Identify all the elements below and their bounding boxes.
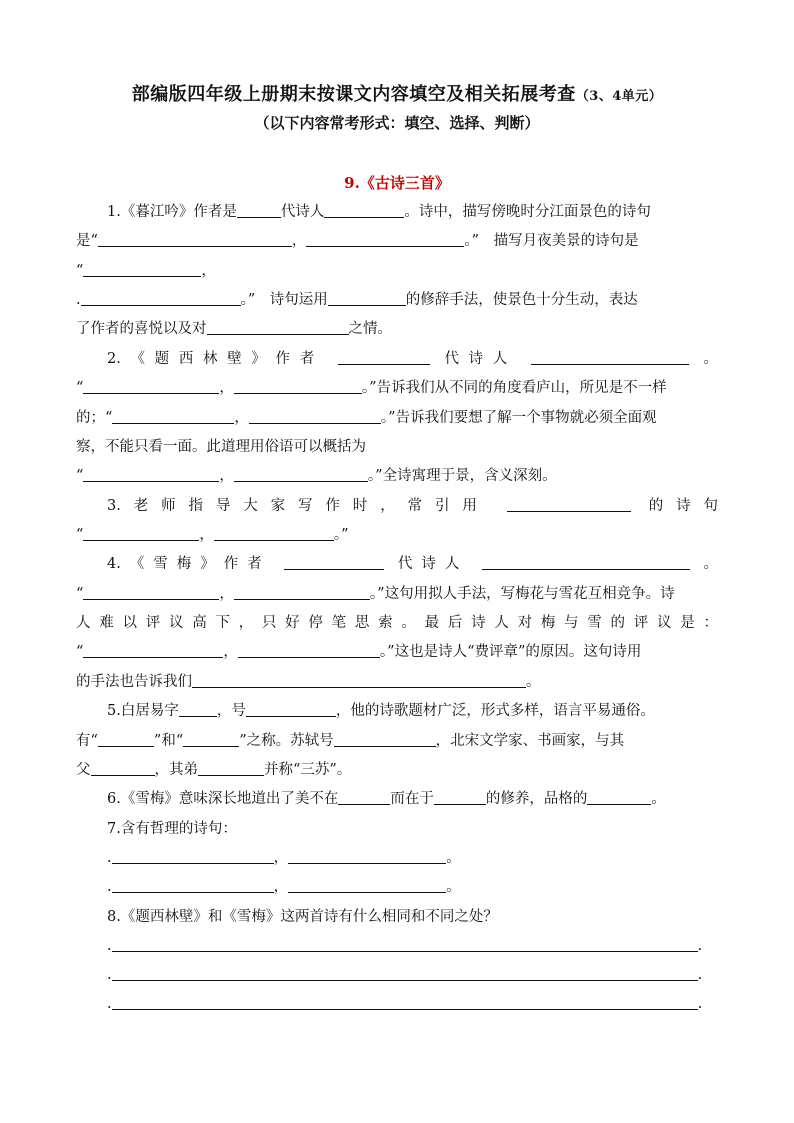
- text-segment: .: [76, 292, 81, 308]
- blank[interactable]: [112, 408, 234, 424]
- text-segment: 人难以评议高下，只好停笔思索。最后诗人对梅与雪的评议是：: [76, 615, 718, 631]
- text-segment: ，他的诗歌题材广泛，形式多样，语言平易通俗。: [335, 703, 655, 719]
- text-segment: .: [697, 967, 703, 983]
- text-segment: 。: [526, 674, 541, 690]
- blank[interactable]: [112, 848, 274, 864]
- text-segment: .: [107, 938, 112, 954]
- text-segment: 代诗人: [444, 351, 517, 367]
- text-segment: 7.含有哲理的诗句：: [107, 821, 237, 837]
- text-segment: 并称“三苏”。: [264, 762, 352, 778]
- q5-line-1: [107, 701, 718, 721]
- text-segment: 的手法也告诉我们: [76, 674, 192, 690]
- text-segment: ，: [199, 527, 214, 543]
- page-subtitle: （以下内容常考形式：填空、选择、判断）: [254, 114, 540, 132]
- text-segment: 。: [446, 879, 461, 895]
- text-segment: 。: [703, 351, 718, 367]
- q8-heading: [107, 907, 718, 927]
- text-segment: ”和“: [153, 733, 184, 749]
- page-title: [0, 80, 794, 106]
- title-suffix: （3、4单元）: [575, 89, 663, 104]
- text-segment: “: [76, 586, 84, 602]
- q2-line-3: [76, 408, 718, 428]
- text-segment: 。”全诗寓理于景，含义深刻。: [367, 468, 557, 484]
- blank[interactable]: [91, 760, 155, 776]
- text-segment: 。” 描写月夜美景的诗句是: [464, 233, 639, 249]
- lesson-heading: 9.《古诗三首》: [344, 174, 450, 192]
- q6-line-1: [107, 789, 718, 809]
- blank[interactable]: [334, 731, 436, 747]
- q8-line-2: [107, 965, 718, 985]
- text-segment: ，: [219, 468, 234, 484]
- blank[interactable]: [83, 261, 201, 277]
- text-segment: 8.《题西林壁》和《雪梅》这两首诗有什么相同和不同之处？: [107, 909, 498, 925]
- q1-line-3: [76, 261, 718, 281]
- blank[interactable]: [288, 848, 446, 864]
- q5-line-3: [76, 760, 718, 780]
- blank[interactable]: [328, 290, 406, 306]
- text-segment: 。”告诉我们从不同的角度看庐山，所见是不一样: [361, 380, 667, 396]
- blank[interactable]: [83, 642, 223, 658]
- text-segment: 是“: [76, 233, 98, 249]
- blank[interactable]: [234, 378, 362, 394]
- blank[interactable]: [183, 731, 239, 747]
- text-segment: 。”这也是诗人“费评章”的原因。这句诗用: [379, 644, 642, 660]
- blank[interactable]: [238, 642, 380, 658]
- text-segment: 。诗中，描写傍晚时分江面景色的诗句: [404, 204, 651, 220]
- text-segment: ，北宋文学家、书画家，与其: [435, 733, 625, 749]
- text-segment: 6.《雪梅》意味深长地道出了美不在: [107, 791, 339, 807]
- text-segment: 之情。: [348, 321, 392, 337]
- blank[interactable]: [234, 584, 370, 600]
- blank[interactable]: [306, 231, 464, 247]
- text-segment: .: [697, 996, 703, 1012]
- blank[interactable]: [284, 554, 384, 570]
- q4-line-5: [76, 672, 718, 692]
- q7-line-2: [107, 877, 718, 897]
- text-segment: 。”: [333, 527, 349, 543]
- text-segment: ，: [223, 644, 238, 660]
- blank[interactable]: [198, 760, 264, 776]
- text-segment: 4.《雪梅》作者: [107, 556, 271, 572]
- text-segment: 5.白居易字: [107, 703, 179, 719]
- blank[interactable]: [434, 789, 486, 805]
- q1-line-1: [107, 202, 718, 222]
- blank[interactable]: [83, 466, 219, 482]
- blank[interactable]: [83, 584, 219, 600]
- blank[interactable]: [288, 877, 446, 893]
- q4-line-1: [107, 554, 718, 574]
- text-segment: .: [697, 938, 703, 954]
- text-segment: 而在于: [390, 791, 434, 807]
- text-segment: .: [107, 967, 112, 983]
- text-segment: ，其弟: [154, 762, 198, 778]
- text-segment: 的修养，品格的: [485, 791, 588, 807]
- answer-line[interactable]: [112, 965, 698, 981]
- blank[interactable]: [83, 525, 199, 541]
- text-segment: 2.《题西林壁》作者: [107, 351, 324, 367]
- blank[interactable]: [338, 789, 390, 805]
- q2-line-2: [76, 378, 718, 398]
- text-segment: “: [76, 380, 84, 396]
- q2-line-4: [76, 437, 718, 457]
- blank[interactable]: [98, 231, 292, 247]
- text-segment: ，: [219, 380, 234, 396]
- blank[interactable]: [482, 554, 690, 570]
- blank[interactable]: [81, 290, 241, 306]
- text-segment: ，: [291, 233, 307, 249]
- blank[interactable]: [507, 496, 631, 512]
- blank[interactable]: [338, 349, 430, 365]
- text-segment: 的诗句: [648, 498, 718, 514]
- q1-line-2: [76, 231, 718, 251]
- text-segment: ，: [234, 410, 249, 426]
- q1-line-5: [76, 319, 718, 339]
- text-segment: 。”告诉我们要想了解一个事物就必须全面观: [380, 410, 657, 426]
- blank[interactable]: [179, 701, 217, 717]
- q7-line-1: [107, 848, 718, 868]
- q8-line-3: [107, 994, 718, 1014]
- blank[interactable]: [249, 408, 381, 424]
- blank[interactable]: [112, 877, 274, 893]
- text-segment: ”之称。苏轼号: [239, 733, 334, 749]
- blank[interactable]: [207, 319, 349, 335]
- q1-line-4: [76, 290, 718, 310]
- q4-line-3: [76, 613, 718, 633]
- text-segment: 。: [703, 556, 718, 572]
- blank[interactable]: [246, 701, 336, 717]
- q2-line-5: [76, 466, 718, 486]
- text-segment: 有“: [76, 733, 98, 749]
- text-segment: 1.《暮江吟》作者是: [107, 204, 237, 220]
- text-segment: 。”这句用拟人手法，写梅花与雪花互相竞争。诗: [369, 586, 675, 602]
- text-segment: .: [107, 996, 112, 1012]
- answer-line[interactable]: [112, 994, 698, 1010]
- q4-line-4: [76, 642, 718, 662]
- text-segment: 父: [76, 762, 91, 778]
- title-main: 部编版四年级上册期末按课文内容填空及相关拓展考查: [131, 84, 576, 105]
- text-segment: ，: [219, 586, 234, 602]
- q3-line-1: [107, 496, 718, 516]
- text-segment: .: [107, 879, 112, 895]
- text-segment: 的修辞手法，使景色十分生动，表达: [405, 292, 638, 308]
- blank[interactable]: [531, 349, 689, 365]
- text-segment: 。” 诗句运用: [240, 292, 328, 308]
- answer-line[interactable]: [112, 936, 698, 952]
- q2-line-1: [107, 349, 718, 369]
- q7-heading: [107, 819, 718, 839]
- blank[interactable]: [237, 202, 281, 218]
- text-segment: “: [76, 468, 84, 484]
- q5-line-2: [76, 731, 718, 751]
- text-segment: ，: [273, 879, 289, 895]
- text-segment: 了作者的喜悦以及对: [76, 321, 207, 337]
- q4-line-2: [76, 584, 718, 604]
- text-segment: ，: [201, 263, 216, 279]
- blank[interactable]: [214, 525, 334, 541]
- blank[interactable]: [587, 789, 651, 805]
- text-segment: 代诗人: [397, 556, 469, 572]
- text-segment: 代诗人: [280, 204, 325, 220]
- text-segment: 。: [446, 850, 461, 866]
- text-segment: “: [76, 263, 84, 279]
- text-segment: “: [76, 644, 84, 660]
- text-segment: .: [107, 850, 112, 866]
- text-segment: 的；“: [76, 410, 113, 426]
- q8-line-1: [107, 936, 718, 956]
- text-segment: 3.老师指导大家写作时，常引用: [107, 498, 490, 514]
- blank[interactable]: [98, 731, 154, 747]
- blank[interactable]: [324, 202, 404, 218]
- text-segment: “: [76, 527, 84, 543]
- text-segment: ，号: [216, 703, 246, 719]
- blank[interactable]: [234, 466, 368, 482]
- q3-line-2: [76, 525, 718, 545]
- blank[interactable]: [192, 672, 526, 688]
- text-segment: ，: [273, 850, 289, 866]
- text-segment: 察，不能只看一面。此道理用俗语可以概括为: [76, 439, 366, 455]
- text-segment: 。: [651, 791, 666, 807]
- blank[interactable]: [83, 378, 219, 394]
